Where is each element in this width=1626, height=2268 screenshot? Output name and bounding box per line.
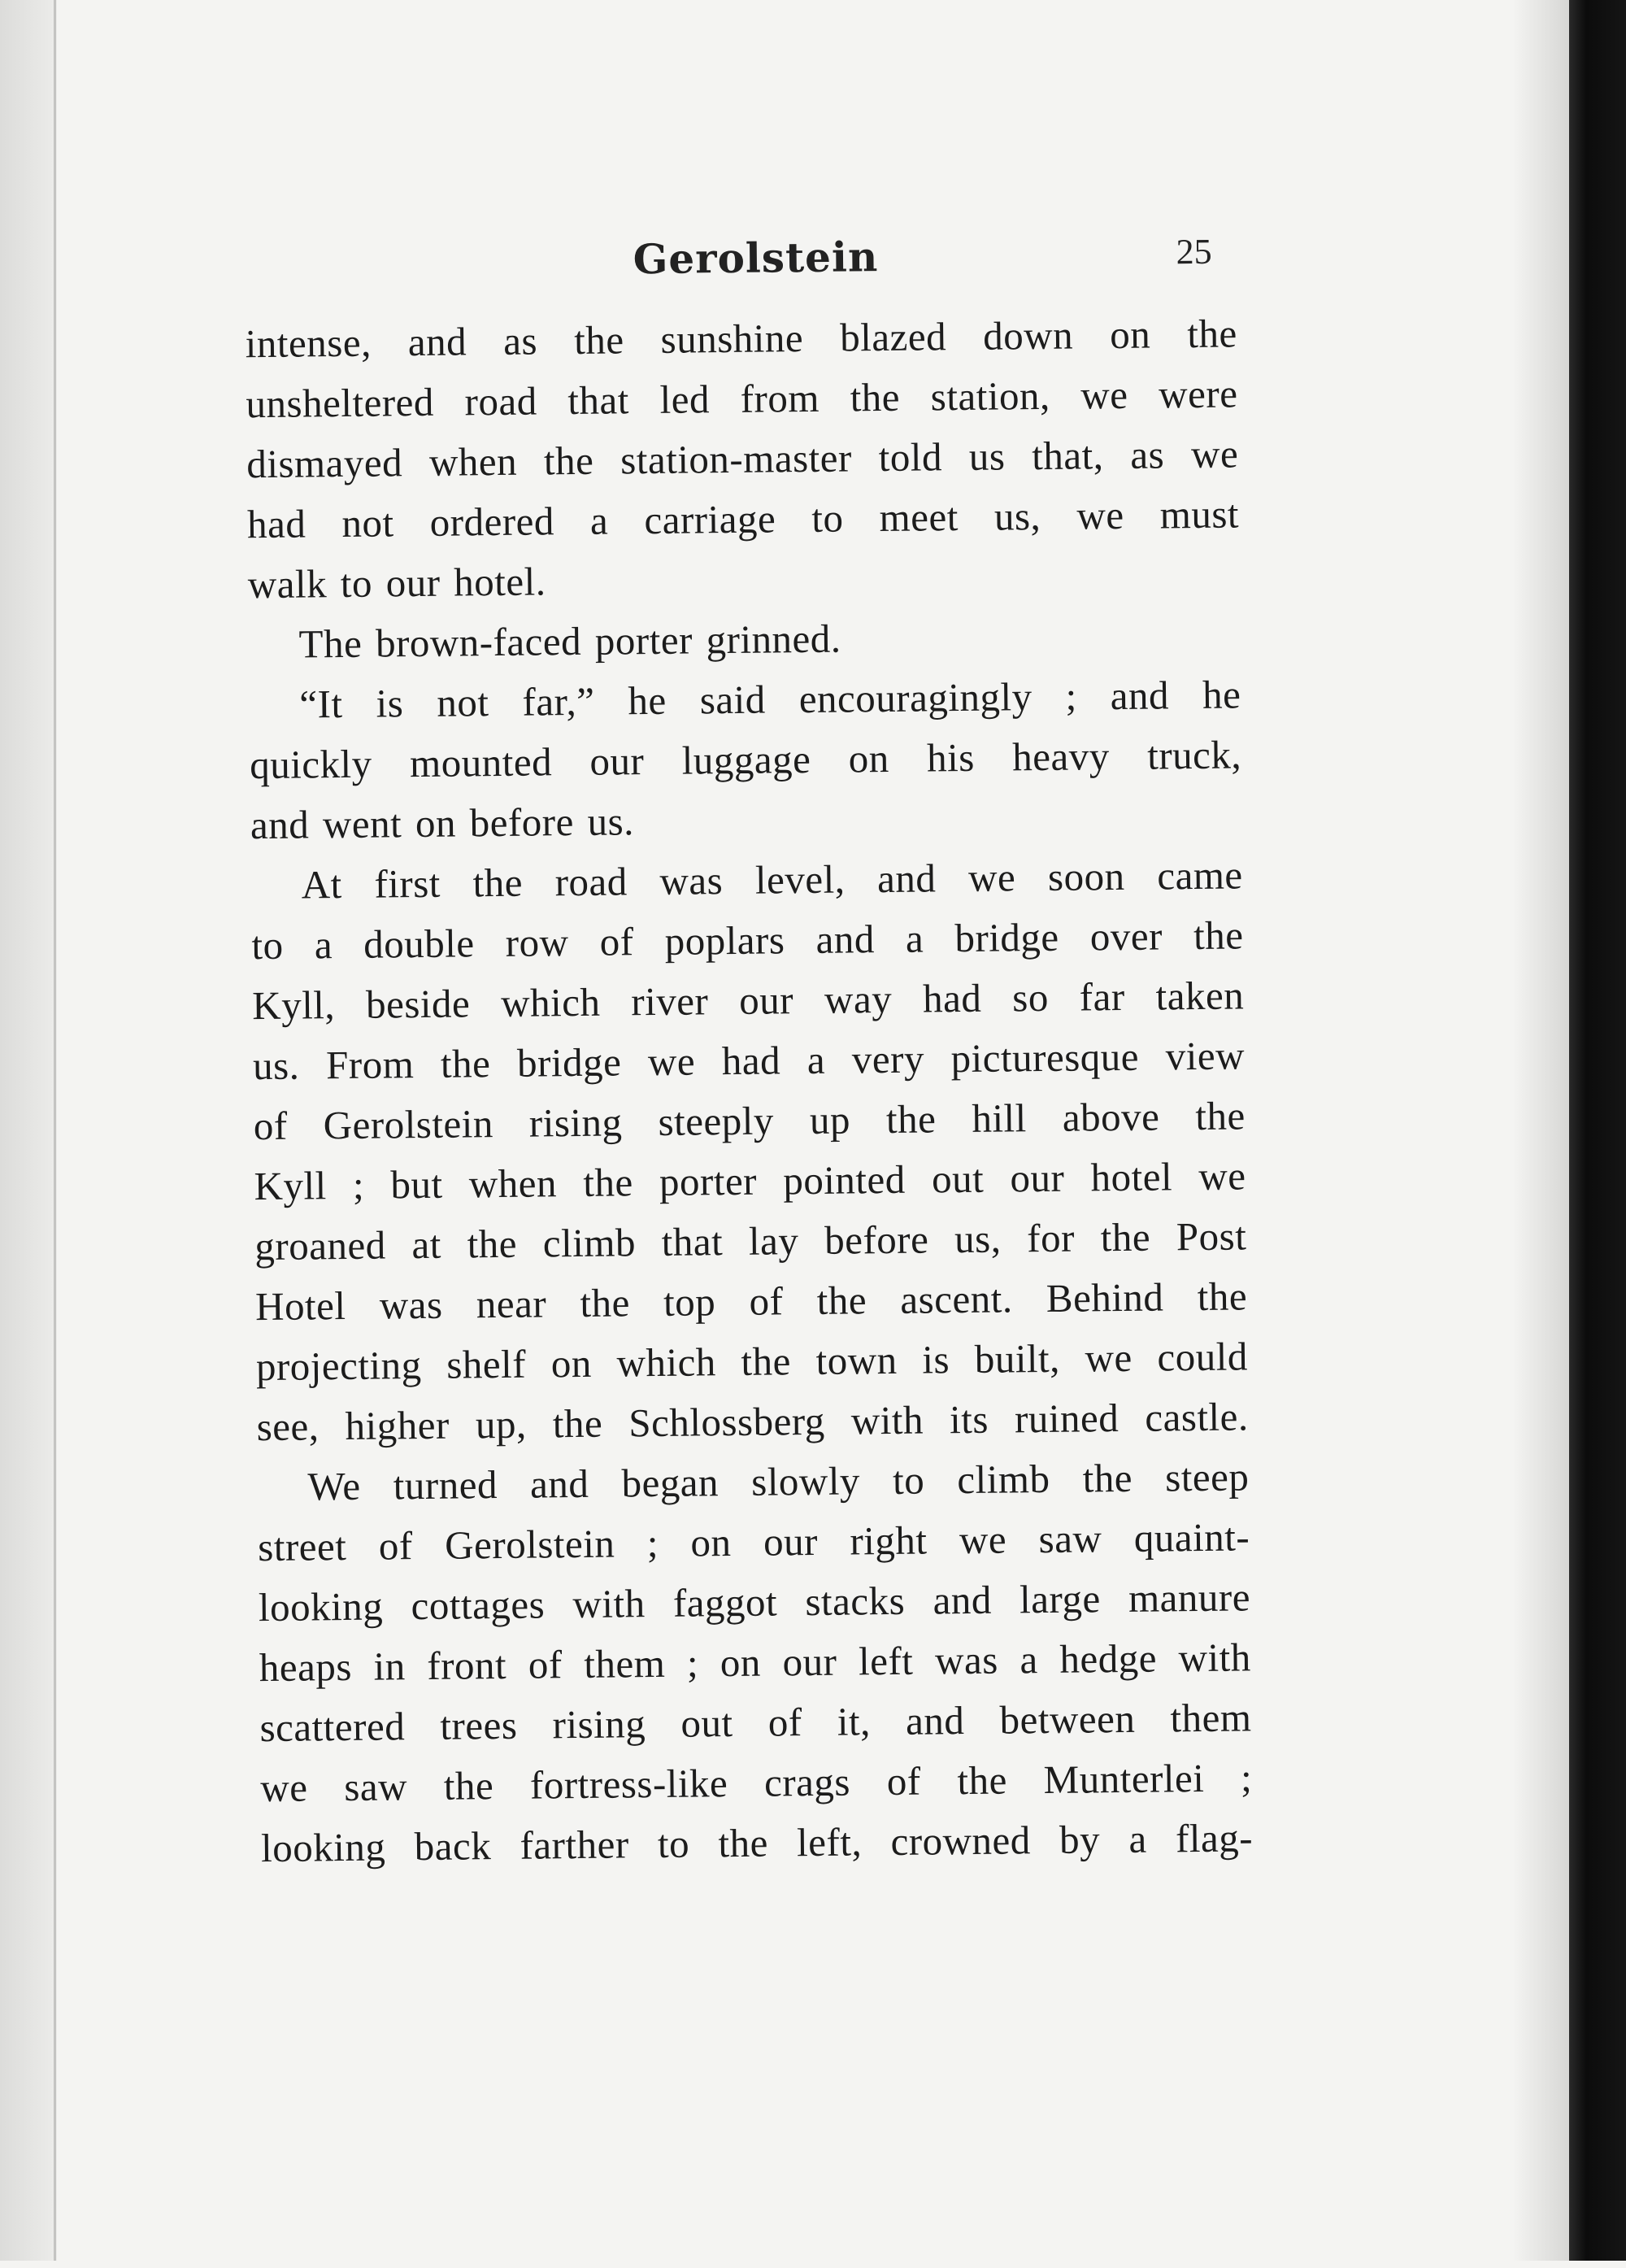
text-line: heaps in front of them ; on our left was a hedge with — [259, 1635, 1252, 1691]
text-line: of Gerolstein rising steeply up the hill above the — [253, 1093, 1246, 1149]
text-line: projecting shelf on which the town is built, we could — [255, 1334, 1249, 1390]
text-line: see, higher up, the Schlossberg with its ruined castle. — [256, 1394, 1249, 1450]
text-line: At first the road was level, and we soon came — [301, 852, 1243, 908]
text-line: us. From the bridge we had a very picturesque view — [252, 1033, 1246, 1089]
text-line: dismayed when the station-master told us that, as we — [246, 431, 1239, 487]
text-line: and went on before us. — [250, 799, 635, 848]
running-head-title: Gerolstein — [633, 233, 879, 284]
text-line: had not ordered a carriage to meet us, we must — [246, 491, 1240, 547]
page-body-text — [245, 303, 1253, 1878]
page-number: 25 — [1176, 231, 1212, 272]
text-line: intense, and as the sunshine blazed down on the — [245, 311, 1237, 367]
text-line: “It is not far,” he said encouragingly ; and he — [299, 672, 1241, 727]
text-line: We turned and began slowly to climb the steep — [307, 1454, 1250, 1509]
text-line: to a double row of poplars and a bridge over the — [251, 912, 1244, 969]
text-line: groaned at the climb that lay before us, for the Post — [254, 1213, 1247, 1269]
text-line: quickly mounted our luggage on his heavy truck, — [249, 732, 1242, 788]
text-line: unsheltered road that led from the station, we were — [246, 371, 1238, 427]
text-line: we saw the fortress-like crags of the Munterlei ; — [260, 1755, 1253, 1811]
text-line: Kyll ; but when the porter pointed out our hotel we — [254, 1153, 1246, 1209]
text-line: street of Gerolstein ; on our right we saw quaint- — [257, 1514, 1250, 1570]
text-line: Kyll, beside which river our way had so far taken — [251, 973, 1245, 1029]
text-line: walk to our hotel. — [247, 559, 546, 607]
text-line: Hotel was near the top of the ascent. Behind the — [254, 1273, 1248, 1330]
text-line: looking back farther to the left, crowned by a flag- — [260, 1815, 1254, 1871]
text-line: scattered trees rising out of it, and between them — [259, 1695, 1252, 1751]
text-line: looking cottages with faggot stacks and large manure — [258, 1574, 1251, 1630]
text-line: The brown-faced porter grinned. — [298, 616, 841, 667]
